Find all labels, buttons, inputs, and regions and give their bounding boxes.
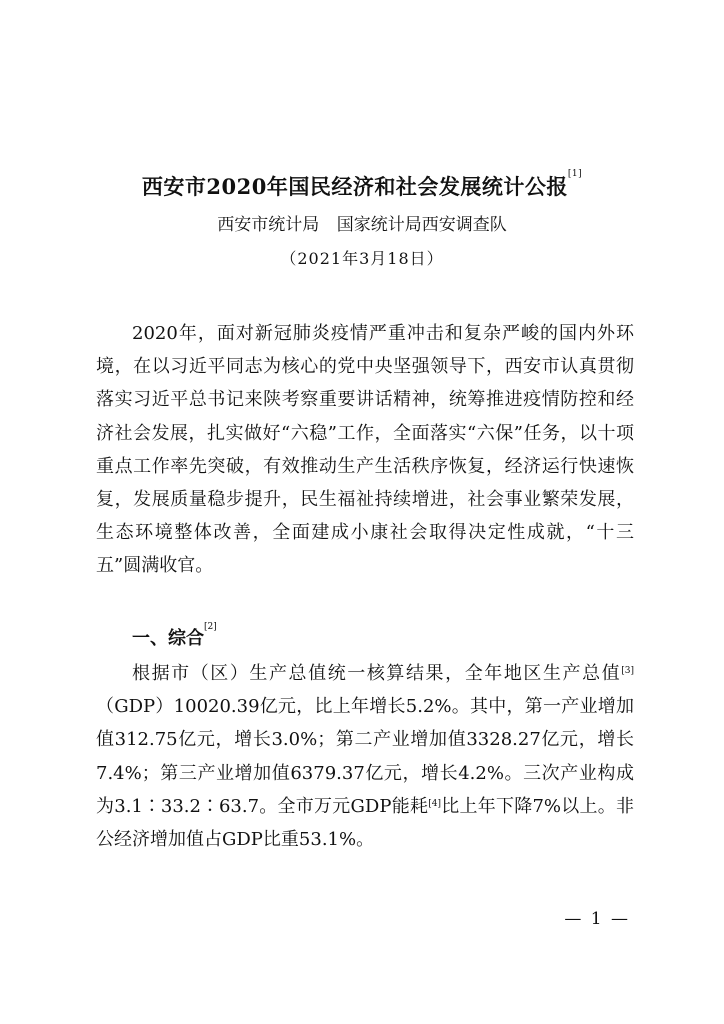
gdp-paragraph [96,657,634,856]
intro-paragraph: 2020年，面对新冠肺炎疫情严重冲击和复杂严峻的国内外环境，在以习近平同志为核心的党中央坚强领导下，西安市认真贯彻落实习近平总书记来陕考察重要讲话精神，统筹推进疫情防控和经济社会发展，扎实做好“六稳”工作，全面落实“六保”任务，以十项重点工作率先突破，有效推动生产生活秩序恢复，经济运行快速恢复，发展质量稳步提升，民生福祉持续增进，社会事业繁荣发展，生态环境整体改善，全面建成小康社会取得决定性成就，“十三五”圆满收官。 [96,323,634,577]
document-authors: 西安市统计局 国家统计局西安调查队 [217,215,507,235]
footnote-ref-2[interactable]: [2] [204,622,217,632]
footnote-ref-4[interactable]: [4] [428,798,441,809]
document-title [0,171,724,201]
footnote-ref-3[interactable]: [3] [621,666,634,676]
title-text: 西安市2020年国民经济和社会发展统计公报 [141,174,568,199]
document-date: （2021年3月18日） [280,249,444,268]
gdp-text-part-2: （GDP）10020.39亿元，比上年增长5.2%。其中，第一产业增加值312.75亿元，增长3.0%；第二产业增加值3328.27亿元，增长7.4%；第三产业增加值6379.37亿元，增长4.2%。三次产业构成为3.1∶33.2∶63.7。全市万元GDP能耗 [96,696,634,817]
footnote-ref-1[interactable]: [1] [567,169,583,179]
gdp-text-part-3: 比上年下降7%以上。非公经济增加值占GDP比重53.1%。 [96,795,635,851]
gdp-text-part-1: 根据市（区）生产总值统一核算结果，全年地区生产总值 [132,663,622,684]
page-number: — 1 — [564,909,630,929]
section-heading-text: 一、综合 [132,628,204,649]
section-heading-comprehensive [132,624,217,650]
